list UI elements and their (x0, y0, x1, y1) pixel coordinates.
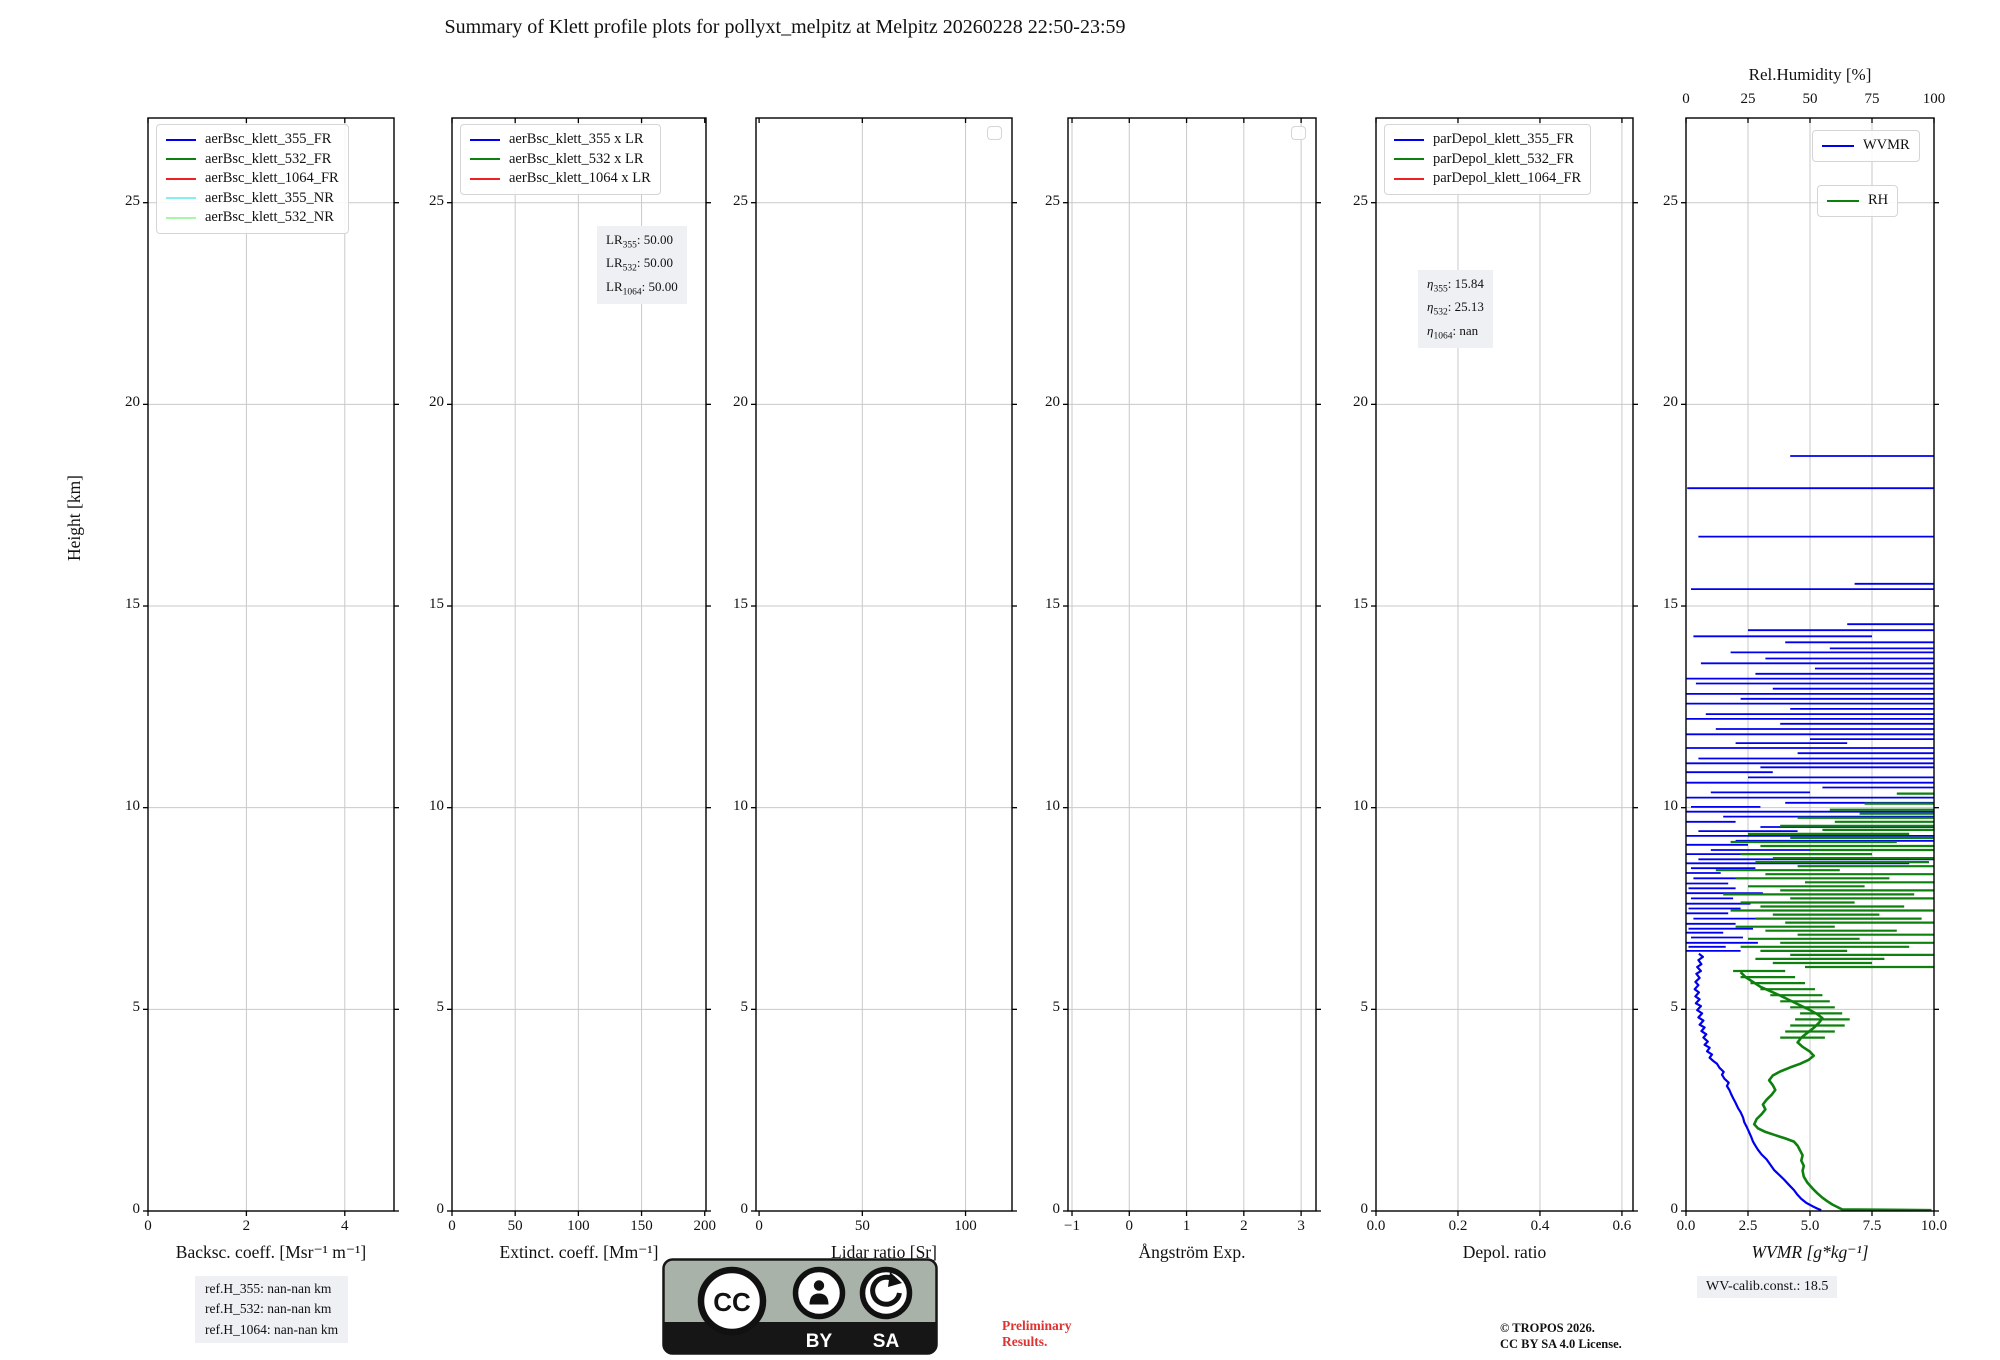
top-axis-label: Rel.Humidity [%] (1748, 65, 1872, 84)
ytick-label: 10 (429, 797, 444, 814)
panel-wvmr (1686, 118, 1934, 1211)
ytick-label: 15 (125, 596, 140, 613)
legend-line-swatch (470, 139, 500, 141)
ytick-label: 15 (429, 596, 444, 613)
top-tick-label: 0 (1682, 91, 1690, 107)
xtick-label: 50 (507, 1218, 523, 1234)
tick-marks (143, 118, 399, 1216)
panel-angstroem (1068, 118, 1316, 1211)
legend-empty (1291, 126, 1306, 140)
xtick-label: 0.4 (1530, 1218, 1550, 1234)
legend-label: aerBsc_klett_355_NR (205, 189, 334, 206)
spines (756, 118, 1012, 1211)
xtick-label: 3 (1297, 1218, 1305, 1234)
info-line: $\eta_{1064}$: nan (1427, 322, 1479, 342)
xtick-label: 0 (448, 1218, 456, 1234)
axis-label-lidar-ratio: Lidar ratio [Sr] (831, 1242, 937, 1262)
legend-line-swatch (166, 158, 196, 160)
xtick-label: 100 (567, 1218, 590, 1234)
copyright-line-1: © TROPOS 2026. (1500, 1321, 1595, 1335)
legend-label: parDepol_klett_1064_FR (1433, 170, 1582, 187)
ytick-label: 15 (1663, 596, 1678, 613)
legend-line-swatch (1394, 158, 1424, 160)
ref-line-355: ref.H_355: nan-nan km (205, 1281, 332, 1296)
legend-depol (1384, 124, 1591, 195)
copyright-line-2: CC BY SA 4.0 License. (1500, 1337, 1622, 1352)
xtick-label: 5.0 (1800, 1218, 1820, 1234)
gridlines (1068, 118, 1316, 1211)
legend-label: RH (1868, 192, 1889, 209)
xtick-label: 2 (1240, 1218, 1248, 1234)
legend-label: aerBsc_klett_1064_FR (205, 170, 339, 187)
info-line: $\eta_{355}$: 15.84 (1427, 276, 1484, 295)
plot-angstroem (1060, 110, 1324, 1219)
attribution-person-icon (796, 1270, 843, 1317)
by-text: BY (805, 1331, 833, 1352)
top-tick-label: 50 (1802, 91, 1818, 107)
legend-label: aerBsc_klett_1064 x LR (509, 170, 651, 187)
plot-depol (1368, 110, 1641, 1219)
ref-line-1064: ref.H_1064: nan-nan km (205, 1321, 339, 1337)
xtick-label: 10.0 (1920, 1218, 1948, 1234)
legend-line-swatch (166, 217, 196, 219)
legend-label: parDepol_klett_355_FR (1433, 131, 1574, 148)
ytick-label: 25 (429, 192, 444, 209)
axis-label-wvmr: WVMR [g*kg⁻¹] (1751, 1242, 1869, 1262)
info-line: $LR_{532}$: 50.00 (606, 255, 673, 274)
ytick-label: 0 (740, 1201, 748, 1217)
wv-calib-box: WV-calib.const.: 18.5 (1697, 1276, 1837, 1298)
person-head-icon (814, 1280, 824, 1290)
axis-label-depol: Depol. ratio (1462, 1242, 1547, 1262)
legend-entry (166, 189, 339, 209)
panel-depol (1376, 118, 1633, 1211)
legend-line-swatch (470, 158, 500, 160)
legend-line-swatch (1827, 200, 1859, 202)
gridlines (1376, 118, 1633, 1211)
ytick-label: 0 (132, 1201, 140, 1217)
figure-title: Summary of Klett profile plots for pollyxt_melpitz at Melpitz 20260228 22:50-23:59 (444, 16, 1126, 38)
ytick-label: 25 (733, 192, 748, 209)
xtick-label: 4 (341, 1218, 349, 1234)
ytick-label: 25 (1045, 192, 1060, 209)
legend-rh (1817, 185, 1898, 217)
legend-empty (987, 126, 1002, 140)
legend-line-swatch (166, 197, 196, 199)
tick-marks (1063, 118, 1321, 1216)
legend-label: aerBsc_klett_532 x LR (509, 150, 644, 167)
xtick-label: 200 (693, 1218, 716, 1234)
xtick-label: 0 (144, 1218, 152, 1234)
spines (148, 118, 394, 1211)
plot-backsc (140, 110, 402, 1219)
ytick-label: 15 (1353, 596, 1368, 613)
infobox-extinct (597, 226, 687, 304)
legend-entry (166, 208, 339, 228)
ytick-label: 20 (1663, 394, 1678, 411)
legend-entry (166, 169, 339, 189)
ytick-label: 10 (125, 797, 140, 814)
ytick-label: 15 (733, 596, 748, 613)
spines (1068, 118, 1316, 1211)
legend-label: aerBsc_klett_532_NR (205, 209, 334, 226)
legend-label: aerBsc_klett_355_FR (205, 131, 332, 148)
axis-label-backsc: Backsc. coeff. [Msr⁻¹ m⁻¹] (175, 1242, 367, 1262)
info-line: $LR_{1064}$: 50.00 (606, 278, 678, 298)
axis-label-angstroem: Ångström Exp. (1138, 1242, 1246, 1262)
xtick-label: 2 (242, 1218, 251, 1234)
plot-wvmr (1678, 110, 1942, 1219)
legend-backsc (156, 124, 349, 234)
legend-entry (166, 150, 339, 170)
xtick-label: 7.5 (1862, 1218, 1882, 1234)
top-tick-label: 100 (1922, 91, 1946, 107)
panel-lidar-ratio (756, 118, 1012, 1211)
infobox-depol (1418, 270, 1493, 348)
copyright-note (1500, 1320, 1622, 1353)
tick-marks (751, 118, 1017, 1216)
ref-height-box (195, 1276, 348, 1343)
ref-line-532: ref.H_532: nan-nan km (205, 1301, 332, 1317)
ytick-label: 5 (436, 999, 444, 1016)
legend-entry (1822, 136, 1910, 156)
cc-letters: CC (713, 1287, 751, 1317)
ytick-label: 5 (1360, 999, 1368, 1016)
xtick-label: 0.2 (1448, 1218, 1468, 1234)
ytick-label: 5 (1052, 999, 1060, 1016)
legend-line-swatch (1394, 178, 1424, 180)
ytick-label: 5 (132, 999, 140, 1016)
xtick-label: 0.0 (1676, 1218, 1696, 1234)
xtick-label: 0 (755, 1218, 763, 1234)
legend-entry (166, 130, 339, 150)
ytick-label: 20 (1353, 394, 1368, 411)
legend-extinct (460, 124, 661, 195)
xtick-label: 0 (1125, 1218, 1134, 1234)
ytick-label: 20 (1045, 394, 1060, 411)
legend-label: aerBsc_klett_355 x LR (509, 131, 644, 148)
gridlines (756, 118, 1012, 1211)
ytick-label: 15 (1045, 596, 1060, 613)
spines (1376, 118, 1633, 1211)
legend-entry (1394, 150, 1581, 170)
preliminary-line-1: Preliminary (1002, 1318, 1072, 1333)
legend-entry (1394, 169, 1581, 189)
legend-label: WVMR (1863, 137, 1910, 154)
gridlines (148, 118, 394, 1211)
y-axis-label: Height [km] (64, 474, 84, 562)
xtick-label: −1 (1064, 1218, 1080, 1234)
top-tick-label: 75 (1864, 91, 1880, 107)
sa-text: SA (872, 1331, 900, 1352)
xtick-label: 1 (1182, 1218, 1191, 1234)
legend-line-swatch (166, 178, 196, 180)
ytick-label: 10 (1663, 797, 1678, 814)
panel-extinct (452, 118, 706, 1211)
ytick-label: 0 (1052, 1201, 1060, 1217)
ytick-label: 25 (1663, 192, 1678, 209)
legend-entry (470, 150, 651, 170)
ytick-label: 5 (740, 999, 748, 1016)
legend-label: parDepol_klett_532_FR (1433, 150, 1574, 167)
xtick-label: 50 (854, 1218, 870, 1234)
ytick-label: 5 (1670, 999, 1678, 1016)
xtick-label: 100 (954, 1218, 977, 1234)
ytick-label: 20 (125, 394, 140, 411)
ytick-label: 25 (125, 192, 140, 209)
legend-entry (1394, 130, 1581, 150)
tick-marks (1371, 118, 1638, 1216)
info-line: $\eta_{532}$: 25.13 (1427, 299, 1484, 318)
ytick-label: 10 (1045, 797, 1060, 814)
xtick-label: 2.5 (1738, 1218, 1758, 1234)
legend-line-swatch (1394, 139, 1424, 141)
xtick-label: 0.6 (1612, 1218, 1632, 1234)
xtick-label: 150 (630, 1218, 653, 1234)
preliminary-line-2: Results. (1002, 1334, 1048, 1350)
ytick-label: 0 (1360, 1201, 1368, 1217)
legend-line-swatch (470, 178, 500, 180)
legend-label: aerBsc_klett_532_FR (205, 150, 332, 167)
panel-backsc (148, 118, 394, 1211)
gridlines (1686, 118, 1934, 1211)
axis-label-extinct: Extinct. coeff. [Mm⁻¹] (499, 1242, 659, 1262)
legend-entry (1827, 191, 1888, 211)
legend-line-swatch (166, 139, 196, 141)
ytick-label: 0 (436, 1201, 444, 1217)
ytick-label: 20 (733, 394, 748, 411)
info-line: $LR_{355}$: 50.00 (606, 232, 673, 251)
rh-data (1716, 794, 1934, 1211)
legend-entry (470, 130, 651, 150)
top-tick-label: 25 (1740, 91, 1756, 107)
ytick-label: 10 (733, 797, 748, 814)
plot-lidar-ratio (748, 110, 1020, 1219)
preliminary-note (1002, 1318, 1071, 1350)
cc-by-sa-badge (662, 1258, 938, 1355)
ytick-label: 25 (1353, 192, 1368, 209)
legend-entry (470, 169, 651, 189)
legend-line-swatch (1822, 145, 1854, 147)
ytick-label: 10 (1353, 797, 1368, 814)
xtick-label: 0.0 (1366, 1218, 1386, 1234)
ytick-label: 0 (1670, 1201, 1678, 1217)
ytick-label: 20 (429, 394, 444, 411)
legend-wvmr (1812, 130, 1920, 162)
